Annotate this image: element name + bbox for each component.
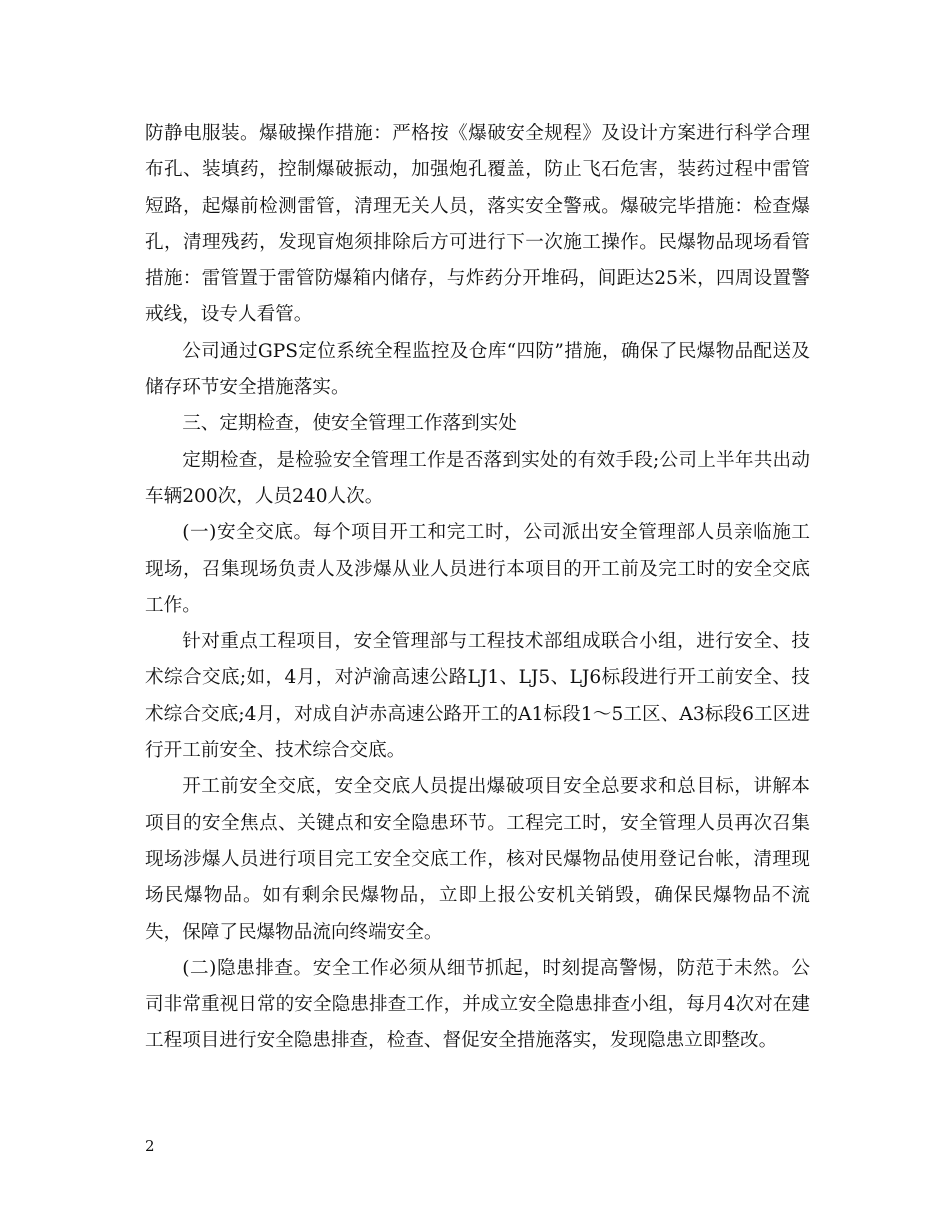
section-heading-regular-inspection: 三、定期检查，使安全管理工作落到实处 <box>182 413 517 435</box>
page-number: 2 <box>145 1137 155 1155</box>
paragraph-hazard-inspection: (二)隐患排查。安全工作必须从细节抓起，时刻提高警惕，防范于未然。公司非常重视日常的安全隐患排查工作，并成立安全隐患排查小组，每月4次对在建工程项目进行安全隐患排查，检查、督促安全措施落实，发现隐患立即整改。 <box>145 957 810 1052</box>
paragraph-inspection-summary: 定期检查，是检验安全管理工作是否落到实处的有效手段;公司上半年共出动车辆200次，人员240人次。 <box>145 449 810 507</box>
document-body <box>145 116 810 1060</box>
paragraph-safety-briefing: (一)安全交底。每个项目开工和完工时，公司派出安全管理部人员亲临施工现场，召集现场负责人及涉爆从业人员进行本项目的开工前及完工时的安全交底工作。 <box>145 522 810 616</box>
paragraph-pre-construction-briefing: 开工前安全交底，安全交底人员提出爆破项目安全总要求和总目标，讲解本项目的安全焦点、关键点和安全隐患环节。工程完工时，安全管理人员再次召集现场涉爆人员进行项目完工安全交底工作，核对民爆物品使用登记台帐，清理现场民爆物品。如有剩余民爆物品，立即上报公安机关销毁，确保民爆物品不流失，保障了民爆物品流向终端安全。 <box>145 776 810 943</box>
paragraph-gps-monitoring: 公司通过GPS定位系统全程监控及仓库“四防”措施，确保了民爆物品配送及储存环节安全措施落实。 <box>145 340 810 399</box>
paragraph-blasting-measures: 防静电服装。爆破操作措施：严格按《爆破安全规程》及设计方案进行科学合理布孔、装填药，控制爆破振动，加强炮孔覆盖，防止飞石危害，装药过程中雷管短路，起爆前检测雷管，清理无关人员，落实安全警戒。爆破完毕措施：检查爆孔，清理残药，发现盲炮须排除后方可进行下一次施工操作。民爆物品现场看管措施：雷管置于雷管防爆箱内储存，与炸药分开堆码，间距达25米，四周设置警戒线，设专人看管。 <box>145 123 810 326</box>
paragraph-key-projects: 针对重点工程项目，安全管理部与工程技术部组成联合小组，进行安全、技术综合交底;如，4月，对泸渝高速公路LJ1、LJ5、LJ6标段进行开工前安全、技术综合交底;4月，对成自泸赤高速公路开工的A1标段1～5工区、A3标段6工区进行开工前安全、技术综合交底。 <box>145 631 810 762</box>
